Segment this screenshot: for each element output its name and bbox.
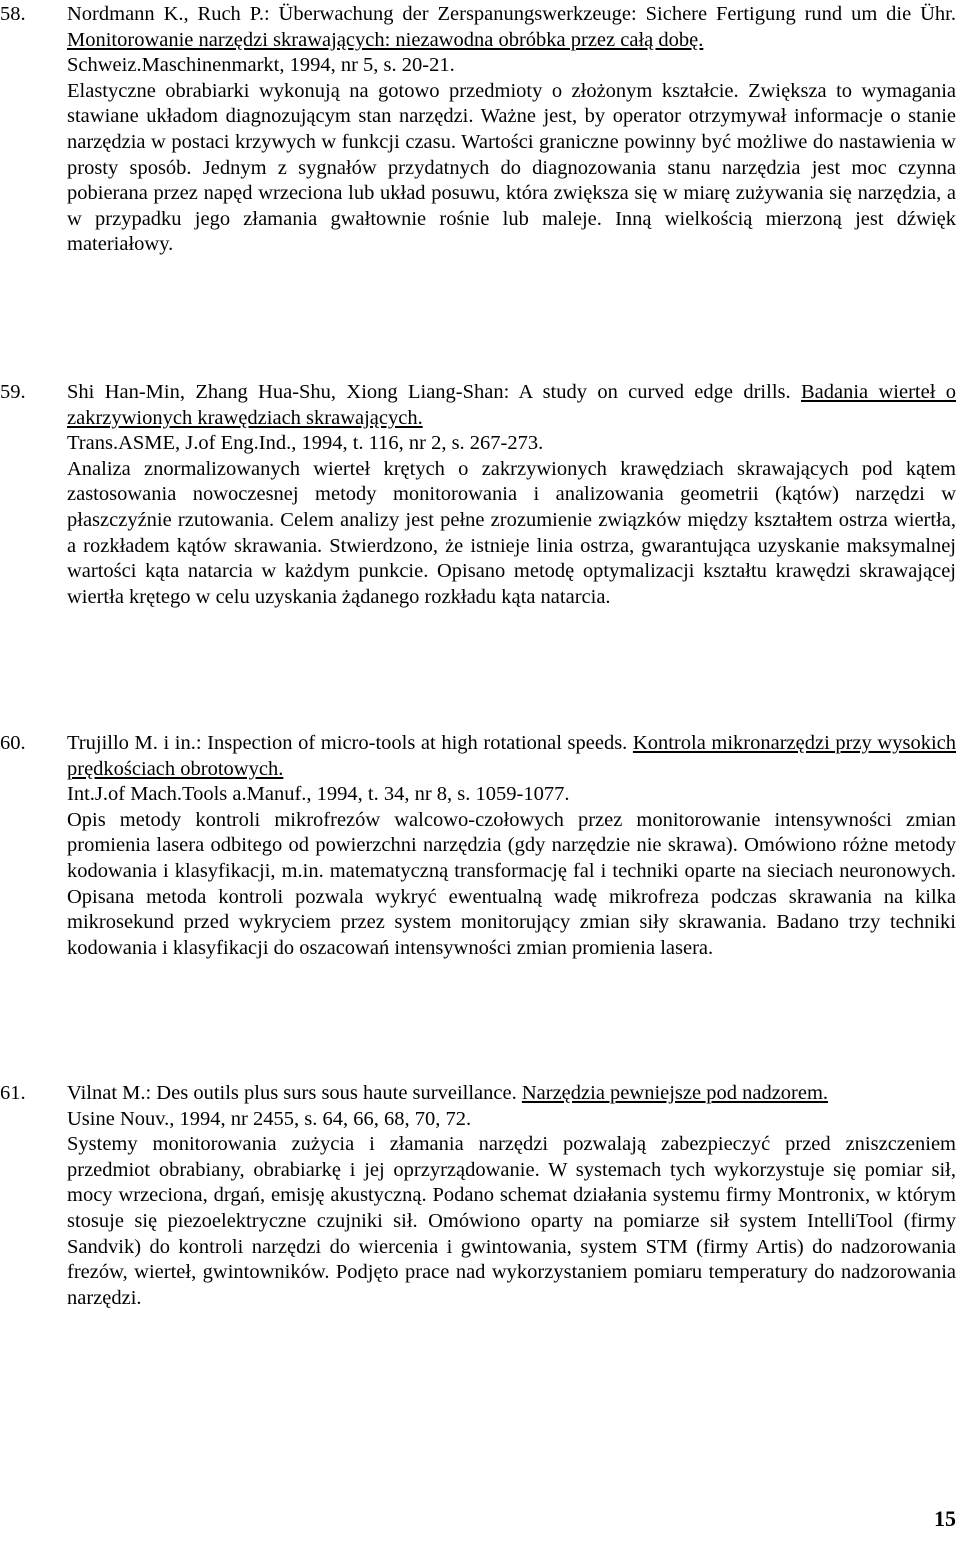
page-number: 15 <box>934 1506 956 1531</box>
entry-translated-title: Monitorowanie narzędzi skrawających: niezawodna obróbka przez całą dobę. <box>67 28 704 51</box>
entry-authors-title: Shi Han-Min, Zhang Hua-Shu, Xiong Liang-Shan: A study on curved edge drills. <box>67 381 791 403</box>
entry-heading <box>67 731 956 782</box>
entry-body <box>67 1081 956 1311</box>
entry-heading <box>67 1081 956 1107</box>
entry-translated-title: Badania wierteł o zakrzywionych krawędziach skrawających. <box>67 381 957 429</box>
entry-abstract: Elastyczne obrabiarki wykonują na gotowo przedmioty o złożonym kształcie. Zwiększa to wymagania stawiane układom diagnozującym stan narzędzi. Ważne jest, by operator otrzymywał informacje o stanie narzędzia w postaci krzywych w funkcji czasu. Wartości graniczne powinny być możliwe do nastawienia w prosty sposób. Jednym z sygnałów przydatnych do diagnozowania stanu narzędzia jest moc czynna pobierana przez napęd wrzeciona lub układ posuwu, która zwiększa się w miarę zużywania się narzędzia, a w przypadku jego złamania gwałtownie rośnie lub maleje. Inną wielkością mierzoną jest dźwięk materiałowy. <box>67 79 956 256</box>
entry-abstract: Opis metody kontroli mikrofrezów walcowo-czołowych przez monitorowanie intensywności zmian promienia lasera odbitego od powierzchni narzędzia (gdy narzędzie nie skrawa). Omówiono różne metody kodowania i klasyfikacji, m.in. matematyczną transformację fal i techniki oparte na sieciach neuronowych. Opisana metoda kontroli pozwala wykryć ewentualną wadę mikrofreza podczas skrawania na kilka mikrosekund przed wykryciem przez system monitorujący zmian siły skrawania. Badano trzy techniki kodowania i klasyfikacji do oszacowań intensywności zmian promienia lasera. <box>67 808 956 959</box>
entry-number: 61. <box>0 1082 26 1104</box>
entry-authors-title: Nordmann K., Ruch P.: Überwachung der Zerspanungswerkzeuge: Sichere Fertigung rund um die Ühr. <box>67 3 956 25</box>
entry-source: Int.J.of Mach.Tools a.Manuf., 1994, t. 34, nr 8, s. 1059-1077. <box>67 783 570 806</box>
entry-translated-title: Kontrola mikronarzędzi przy wysokich prędkościach obrotowych. <box>67 732 956 780</box>
entry-abstract: Analiza znormalizowanych wierteł krętych o zakrzywionych krawędziach skrawających pod kątem zastosowania nowoczesnej metody monitorowania i analizowania geometrii (kątów) narzędzi w płaszczyźnie rzutowania. Celem analizy jest pełne zrozumienie związków między kształtem ostrza wiertła, a rozkładem kątów skrawania. Stwierdzono, że istnieje linia ostrza, gwarantująca uzyskanie maksymalnej wartości kąta natarcia w każdym punkcie. Opisano metodę optymalizacji kształtu krawędzi skrawającej wiertła krętego w celu uzyskania żądanego rozkładu kąta natarcia. <box>67 457 956 608</box>
entry-body <box>67 2 956 258</box>
entry-number: 60. <box>0 732 26 754</box>
entry-body <box>67 731 956 961</box>
entry-source: Trans.ASME, J.of Eng.Ind., 1994, t. 116, nr 2, s. 267-273. <box>67 432 544 455</box>
entry-body <box>67 380 956 610</box>
entry-authors-title: Trujillo M. i in.: Inspection of micro-tools at high rotational speeds. <box>67 732 628 754</box>
entry-heading <box>67 2 956 53</box>
entry-authors-title: Vilnat M.: Des outils plus surs sous haute surveillance. <box>67 1082 517 1104</box>
entry-number: 59. <box>0 381 26 403</box>
entry-number: 58. <box>0 3 26 25</box>
entry-source: Usine Nouv., 1994, nr 2455, s. 64, 66, 68, 70, 72. <box>67 1107 472 1130</box>
entry-heading <box>67 380 956 431</box>
entry-translated-title: Narzędzia pewniejsze pod nadzorem. <box>521 1082 829 1104</box>
entry-abstract: Systemy monitorowania zużycia i złamania narzędzi pozwalają zabezpieczyć przed zniszczeniem przedmiot obrabiany, obrabiarkę i jej oprzyrządowanie. W systemach tych wykorzystuje się pomiar sił, mocy wrzeciona, drgań, emisję akustyczną. Podano schemat działania systemu firmy Montronix, w którym stosuje się piezoelektryczne czujniki sił. Omówiono oparty na pomiarze sił system IntelliTool (firmy Sandvik) do kontroli narzędzi do wiercenia i gwintowania, system STM (firmy Artis) do nadzorowania frezów, wierteł, gwintowników. Podjęto prace nad wykorzystaniem pomiaru temperatury do nadzorowania narzędzi. <box>67 1133 956 1309</box>
entry-source: Schweiz.Maschinenmarkt, 1994, nr 5, s. 20-21. <box>67 54 455 77</box>
